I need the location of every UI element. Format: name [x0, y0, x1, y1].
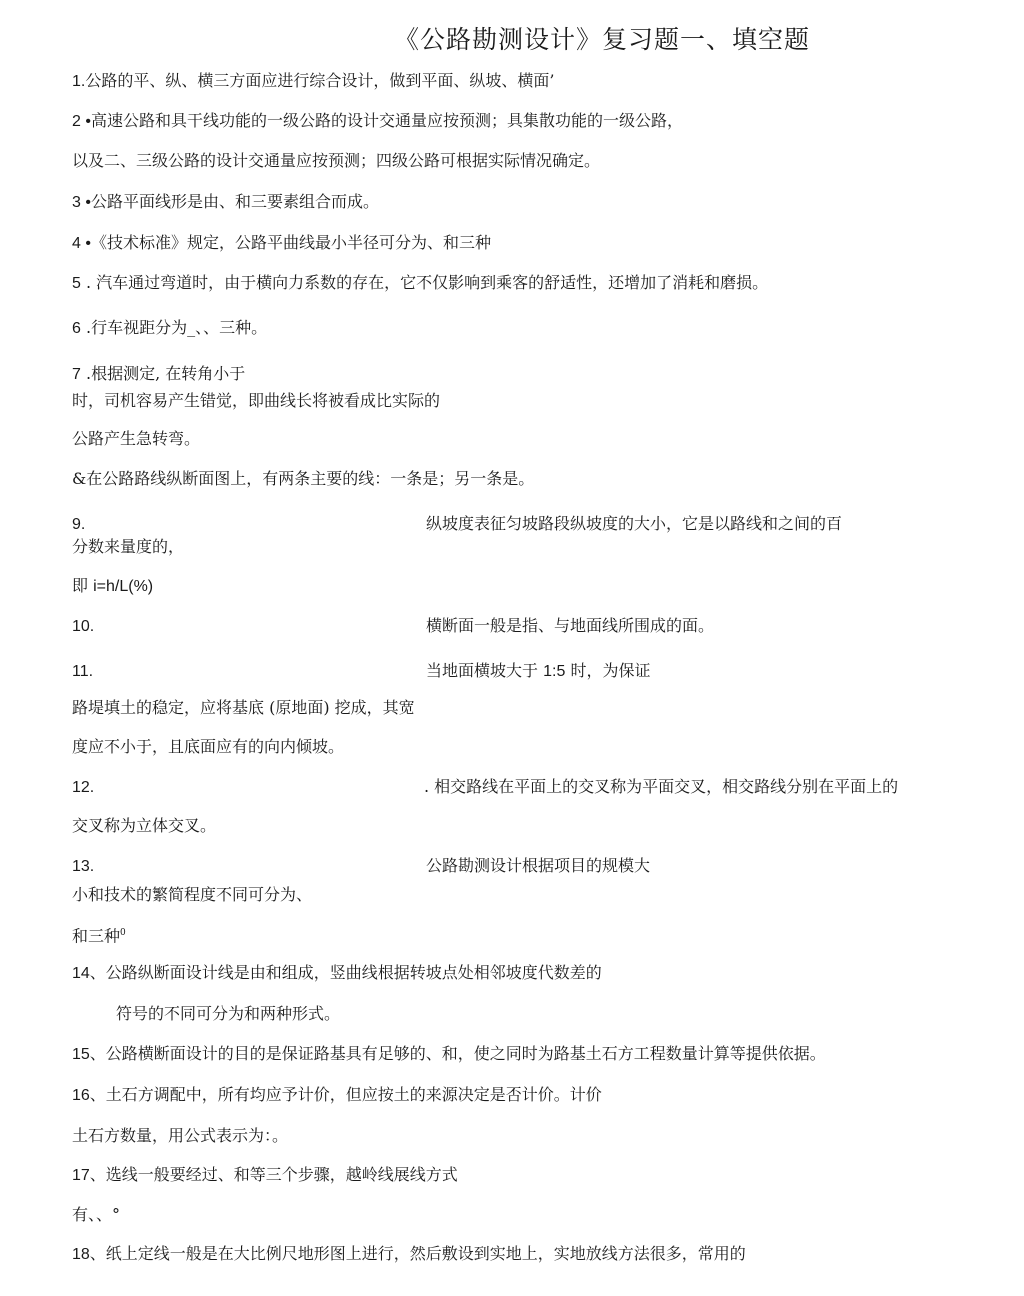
question-number: 1.	[72, 73, 86, 90]
question-number: 7	[72, 366, 81, 383]
question-text: . 相交路线在平面上的交叉称为平面交叉，相交路线分别在平面上的	[424, 777, 899, 796]
question-number: 6	[72, 320, 81, 337]
question-text: 、公路纵断面设计线是由和组成，竖曲线根据转坡点处相邻坡度代数差的	[89, 963, 602, 982]
question-17-continued	[72, 1205, 120, 1225]
question-11-continued-2	[72, 737, 344, 757]
question-text: .行车视距分为_、、三种。	[86, 318, 268, 337]
question-text: .根据测定, 在转角小于	[86, 364, 246, 383]
question-7-continued	[72, 391, 440, 411]
question-2-continued	[72, 151, 600, 171]
question-text: 小和技术的繁简程度不同可分为、	[72, 885, 313, 904]
question-15	[72, 1044, 826, 1065]
question-text: 分数来量度的，	[72, 537, 185, 556]
question-number: 11.	[72, 663, 94, 680]
question-12	[424, 777, 898, 797]
page-title: 《公路勘测设计》复习题一、填空题	[394, 25, 811, 54]
question-number: 18	[72, 1246, 90, 1263]
question-13-continued	[72, 885, 312, 905]
question-text: 纵坡度表征匀坡路段纵坡度的大小，它是以路线和之间的百	[426, 514, 843, 533]
question-text: 土石方数量，用公式表示为：。	[72, 1126, 289, 1145]
question-10	[426, 616, 714, 636]
question-14-continued	[116, 1004, 340, 1024]
question-text: 横断面一般是指、与地面线所围成的面。	[426, 616, 715, 635]
question-number: 10.	[72, 618, 95, 635]
question-number: 2 •	[72, 113, 91, 130]
question-text: 公路勘测设计根据项目的规模大	[426, 856, 651, 875]
question-7	[72, 364, 245, 385]
question-text: 符号的不同可分为和两种形式。	[116, 1004, 341, 1023]
question-16	[72, 1085, 602, 1106]
question-7-continued-2	[72, 429, 200, 449]
question-9	[426, 514, 842, 534]
question-11-number	[72, 661, 93, 682]
question-text: 即	[72, 576, 89, 595]
question-12-number	[72, 777, 94, 798]
question-text: 有、、°	[72, 1205, 121, 1224]
question-text: 和三种	[72, 926, 121, 946]
question-12-continued	[72, 816, 216, 836]
question-9-continued	[72, 537, 184, 557]
question-10-number	[72, 616, 94, 637]
question-13-continued-2	[72, 923, 126, 946]
question-number: 3 •	[72, 194, 91, 211]
question-13-number	[72, 856, 94, 877]
question-text: 当地面横坡大于	[426, 661, 539, 680]
question-8	[72, 469, 534, 489]
question-13	[426, 856, 650, 876]
question-number: 17	[72, 1167, 90, 1184]
question-text: 以及二、三级公路的设计交通量应按预测；四级公路可根据实际情况确定。	[72, 151, 601, 170]
question-text: 路堤填土的稳定，应将基底 (原地面) 挖成，其宽	[72, 698, 415, 717]
question-11-continued	[72, 698, 415, 718]
question-3	[72, 192, 379, 213]
question-5	[72, 273, 768, 294]
question-text: 公路的平、纵、横三方面应进行综合设计，做到平面、纵坡、横面’	[85, 71, 555, 90]
question-18	[72, 1244, 746, 1265]
question-number: 13.	[72, 858, 95, 875]
question-text: &在公路路线纵断面图上，有两条主要的线：一条是；另一条是。	[72, 469, 535, 488]
question-11	[426, 661, 650, 682]
question-text: 公路平面线形是由、和三要素组合而成。	[90, 192, 379, 211]
question-17	[72, 1165, 458, 1186]
question-text: . 汽车通过弯道时，由于横向力系数的存在，它不仅影响到乘客的舒适性，还增加了消耗和磨损。	[86, 273, 769, 292]
question-text: 、选线一般要经过、和等三个步骤，越岭线展线方式	[89, 1165, 458, 1184]
question-number: 12.	[72, 779, 95, 796]
question-9-formula-line	[72, 576, 153, 597]
question-text: 时，司机容易产生错觉，即曲线长将被看成比实际的	[72, 391, 441, 410]
question-text: 高速公路和具干线功能的一级公路的设计交通量应按预测；具集散功能的一级公路，	[90, 111, 683, 130]
question-text: 度应不小于，且底面应有的向内倾坡。	[72, 737, 345, 756]
question-1	[72, 71, 554, 92]
formula: i=h/L(%)	[93, 578, 154, 595]
question-4	[72, 233, 491, 254]
question-text: 、纸上定线一般是在大比例尺地形图上进行，然后敷设到实地上，实地放线方法很多，常用的	[89, 1244, 746, 1263]
question-number: 5	[72, 275, 81, 292]
question-number: 15	[72, 1046, 90, 1063]
question-text: 、公路横断面设计的目的是保证路基具有足够的、和，使之同时为路基土石方工程数量计算等提供依据。	[89, 1044, 826, 1063]
question-number: 14	[72, 965, 90, 982]
question-2	[72, 111, 683, 132]
superscript: 0	[120, 928, 126, 938]
question-number: 4 •	[72, 235, 91, 252]
question-text: 、土石方调配中，所有均应予计价，但应按土的来源决定是否计价。计价	[89, 1085, 602, 1104]
question-9-number	[72, 514, 85, 535]
question-number: 9.	[72, 516, 86, 533]
question-text: 交叉称为立体交叉。	[72, 816, 217, 835]
question-14	[72, 963, 602, 984]
question-6	[72, 318, 267, 339]
question-16-continued	[72, 1126, 288, 1146]
ratio-value: 1:5	[543, 663, 566, 680]
question-text: 《技术标准》规定，公路平曲线最小半径可分为、和三种	[90, 233, 491, 252]
question-text: 公路产生急转弯。	[72, 429, 201, 448]
question-number: 16	[72, 1087, 90, 1104]
question-text: 时，为保证	[570, 661, 651, 680]
